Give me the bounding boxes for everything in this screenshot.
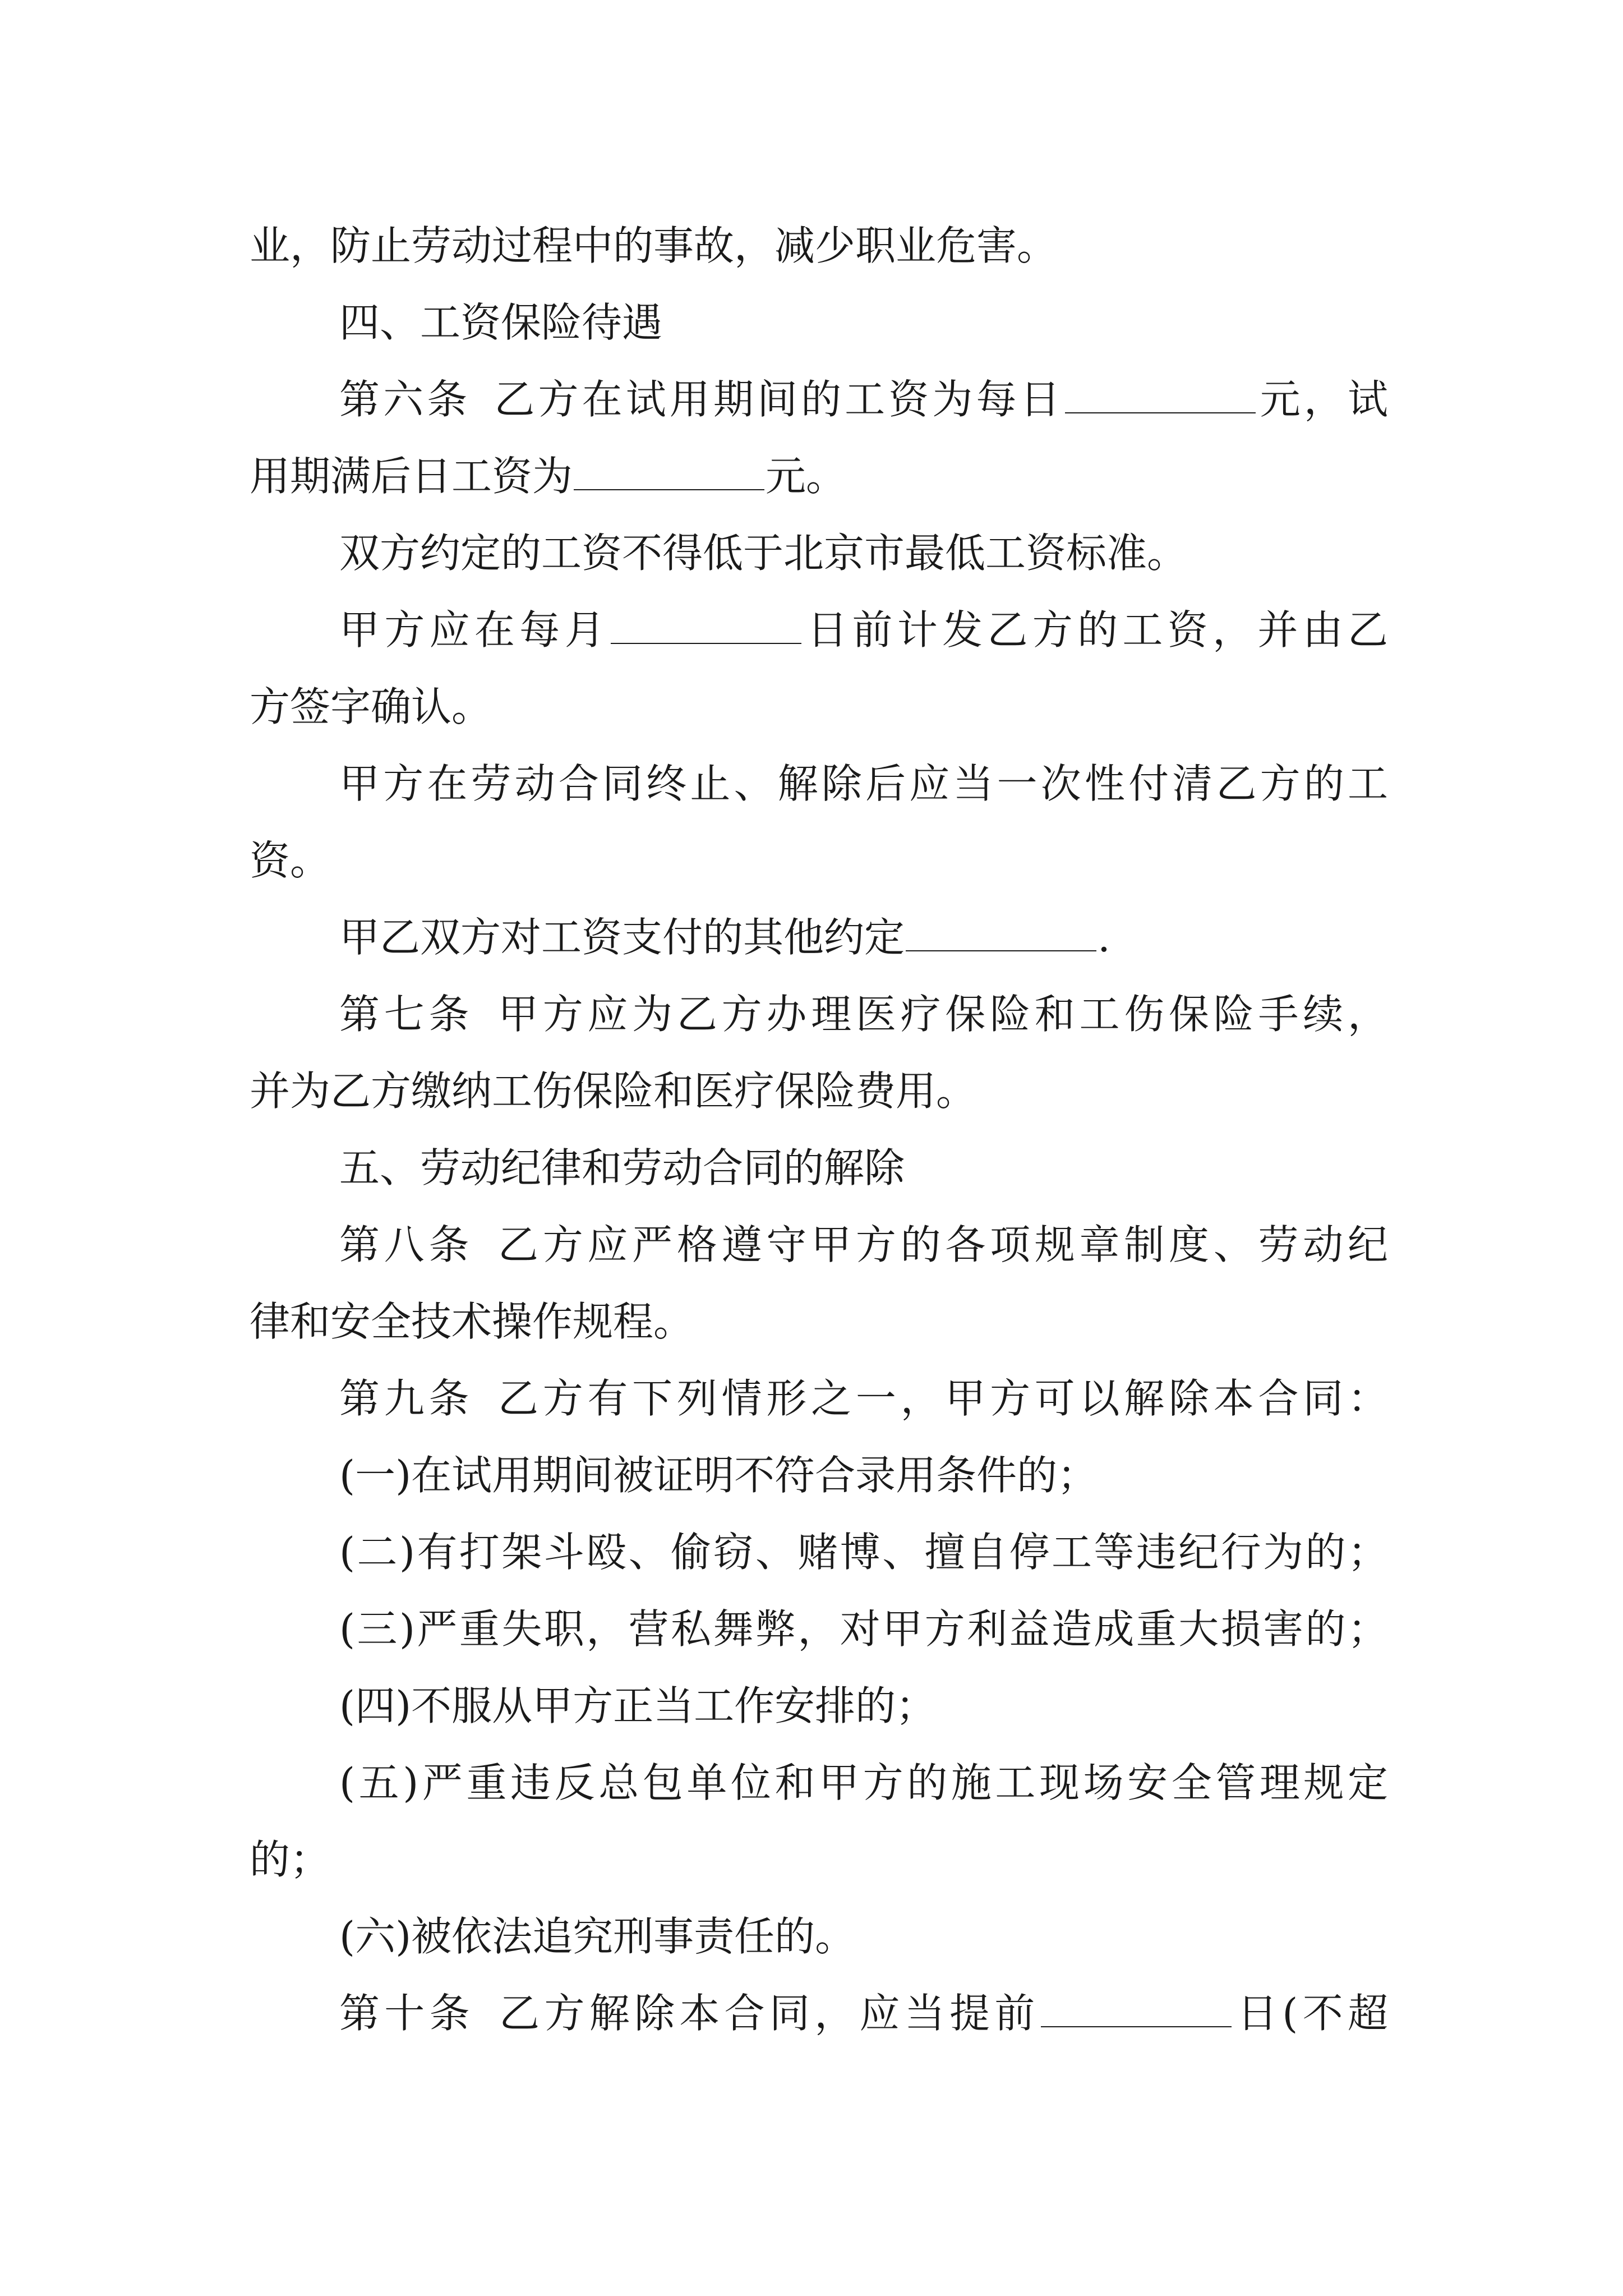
paragraph-line: [250, 438, 1388, 515]
article-9-line: [250, 1360, 1388, 1437]
line-text: 元。: [766, 453, 847, 500]
line-text: 甲乙双方对工资支付的其他约定: [339, 914, 905, 961]
list-item: [250, 1898, 1388, 1975]
list-item: [250, 1668, 1388, 1745]
list-item-text: (二)有打架斗殴、偷窃、赌博、擅自停工等违纪行为的；: [339, 1529, 1388, 1576]
section-heading-text: 五、劳动纪律和劳动合同的解除: [339, 1144, 905, 1191]
list-item-text: (五)严重违反总包单位和甲方的施工现场安全管理规定: [339, 1759, 1388, 1806]
article-7-line: [250, 976, 1388, 1053]
paragraph-line: [250, 1053, 1388, 1130]
line-text: 资。: [250, 837, 331, 884]
list-item-text: (一)在试用期间被证明不符合录用条件的；: [339, 1452, 1098, 1499]
fill-in-blank: [1065, 380, 1256, 413]
section-heading-text: 四、工资保险待遇: [339, 299, 663, 346]
paragraph-line: [250, 208, 1388, 284]
list-item-text: (三)严重失职，营私舞弊，对甲方利益造成重大损害的；: [339, 1605, 1388, 1653]
line-text: 业，防止劳动过程中的事故，减少职业危害。: [250, 222, 1058, 269]
article-number: 第六条: [339, 376, 471, 423]
section-heading: [250, 284, 1388, 361]
list-item: [250, 1437, 1388, 1514]
article-number: 第十条: [339, 1990, 474, 2037]
paragraph-line: [250, 1821, 1388, 1898]
line-text: 并为乙方缴纳工伤保险和医疗保险费用。: [250, 1068, 977, 1115]
line-text: 乙方应严格遵守甲方的各项规章制度、劳动纪: [494, 1221, 1388, 1268]
line-text: 乙方有下列情形之一，甲方可以解除本合同：: [494, 1375, 1388, 1422]
line-text: 日(不超: [1232, 1990, 1388, 2037]
fill-in-blank: [574, 457, 764, 490]
paragraph-line: [250, 669, 1388, 746]
list-item: [250, 1591, 1388, 1668]
paragraph-line: [250, 822, 1388, 899]
list-item-text: (六)被依法追究刑事责任的。: [339, 1913, 856, 1960]
list-item-text: (四)不服从甲方正当工作安排的；: [339, 1682, 937, 1729]
paragraph-line: [250, 899, 1388, 976]
line-text: 甲方在劳动合同终止、解除后应当一次性付清乙方的工: [339, 760, 1388, 807]
fill-in-blank: [611, 610, 801, 644]
line-text: 用期满后日工资为: [250, 453, 573, 500]
line-text: 甲方应为乙方办理医疗保险和工伤保险手续，: [494, 991, 1388, 1038]
article-8-line: [250, 1207, 1388, 1283]
section-heading: [250, 1130, 1388, 1207]
line-text: 的；: [250, 1836, 331, 1883]
article-number: 第七条: [339, 991, 474, 1038]
line-text: 乙方在试用期间的工资为每日: [491, 376, 1064, 423]
article-number: 第九条: [339, 1375, 474, 1422]
contract-text-body: [250, 208, 1388, 2052]
paragraph-line: [250, 592, 1388, 669]
line-text: .: [1098, 914, 1110, 961]
article-10-line: [250, 1975, 1388, 2052]
line-text: 甲方应在每月: [339, 606, 610, 654]
list-item: [250, 1514, 1388, 1591]
article-6-line: [250, 361, 1388, 438]
fill-in-blank: [906, 918, 1096, 951]
line-text: 日前计发乙方的工资，并由乙: [802, 606, 1388, 654]
paragraph-line: [250, 746, 1388, 822]
line-text: 双方约定的工资不得低于北京市最低工资标准。: [339, 530, 1188, 577]
line-text: 律和安全技术操作规程。: [250, 1298, 694, 1345]
fill-in-blank: [1041, 1994, 1232, 2027]
line-text: 乙方解除本合同，应当提前: [494, 1990, 1040, 2037]
line-text: 方签字确认。: [250, 683, 492, 730]
list-item: [250, 1745, 1388, 1821]
paragraph-line: [250, 1283, 1388, 1360]
article-number: 第八条: [339, 1221, 474, 1268]
paragraph-line: [250, 515, 1388, 592]
line-text: 元，试: [1256, 376, 1388, 423]
